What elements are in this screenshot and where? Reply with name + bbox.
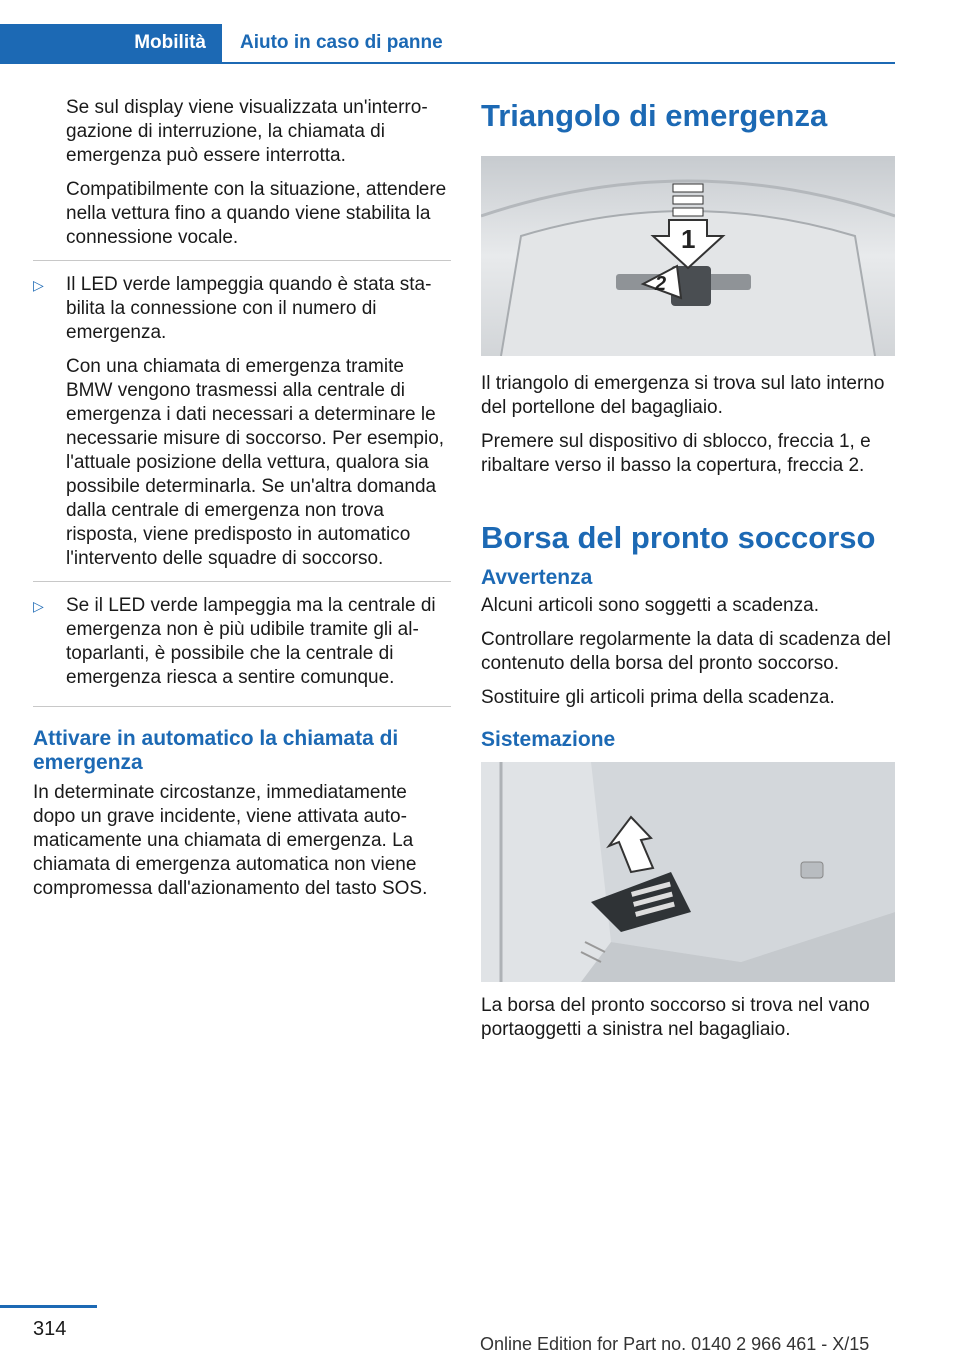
- bullet-triangle-icon: ▷: [33, 598, 44, 614]
- right-column: [481, 96, 895, 1052]
- paragraph: Il LED verde lampeggia quando è stata stabilita la connessione con il numero di emergenza.: [66, 274, 432, 343]
- paragraph: Se il LED verde lampeggia ma la centrale di emergenza non è più udibile tramite gli altoparlanti, è possibile che la centrale di emergenza riesca a sentire comunque.: [66, 595, 436, 688]
- section-tab[interactable]: Mobilità: [0, 24, 222, 62]
- paragraph: Alcuni articoli sono soggetti a scadenza.: [481, 595, 819, 616]
- bullet-triangle-icon: ▷: [33, 277, 44, 293]
- paragraph: La borsa del pronto soccorso si trova nel vano portaoggetti a sinistra nel bagagliaio.: [481, 995, 870, 1040]
- arrow-label: 1: [681, 224, 696, 254]
- first-aid-kit-figure: [481, 762, 895, 982]
- paragraph: In determinate circostanze, immediatamente dopo un grave incidente, viene attivata automaticamente una chiamata di emergenza. La chiamata di emergenza automatica non viene compromessa dall'azionamento del tasto SOS.: [33, 782, 428, 899]
- paragraph: Controllare regolarmente la data di scadenza del contenuto della borsa del pronto soccorso.: [481, 629, 891, 674]
- section-heading: Attivare in automatico la chiamata di emergenza: [33, 727, 399, 774]
- header-bar: [0, 24, 895, 64]
- arrow-label: 2: [655, 273, 667, 295]
- list-item: [33, 260, 451, 571]
- paragraph: Compatibilmente con la situazione, attendere nella vettura fino a quando viene stabilita la connessione vocale.: [66, 179, 447, 248]
- subheading: Avvertenza: [481, 566, 593, 589]
- left-column: [33, 96, 451, 911]
- subsection-tab[interactable]: Aiuto in caso di panne: [240, 32, 443, 53]
- paragraph: Con una chiamata di emergenza tramite BMW vengono trasmessi alla centrale di emergenza i dati necessari a determinare le necessarie misure di soccorso. Per esempio, l'attuale posizione della vettura, qualora sia possibile determinarla. Se un'altra domanda dalla centrale di emergenza non trova risposta, viene predisposto in automatico l'intervento delle squadre di soccorso.: [66, 356, 445, 569]
- paragraph: Se sul display viene visualizzata un'interrogazione di interruzione, la chiamata di emergenza può essere interrotta.: [66, 97, 428, 166]
- page-number: 314: [33, 1318, 67, 1340]
- section-title: Triangolo di emergenza: [481, 98, 828, 133]
- subheading: Sistemazione: [481, 728, 616, 751]
- edition-note: Online Edition for Part no. 0140 2 966 461 - X/15: [480, 1334, 870, 1354]
- paragraph: Sostituire gli articoli prima della scadenza.: [481, 687, 835, 708]
- paragraph: Premere sul dispositivo di sblocco, freccia 1, e ribaltare verso il basso la copertura, freccia 2.: [481, 431, 871, 476]
- paragraph: Il triangolo di emergenza si trova sul lato interno del portellone del bagagliaio.: [481, 373, 885, 418]
- warning-triangle-figure: [481, 156, 895, 356]
- list-item: [33, 581, 451, 707]
- section-title: Borsa del pronto soccorso: [481, 520, 876, 555]
- footer-rule: [0, 1305, 97, 1308]
